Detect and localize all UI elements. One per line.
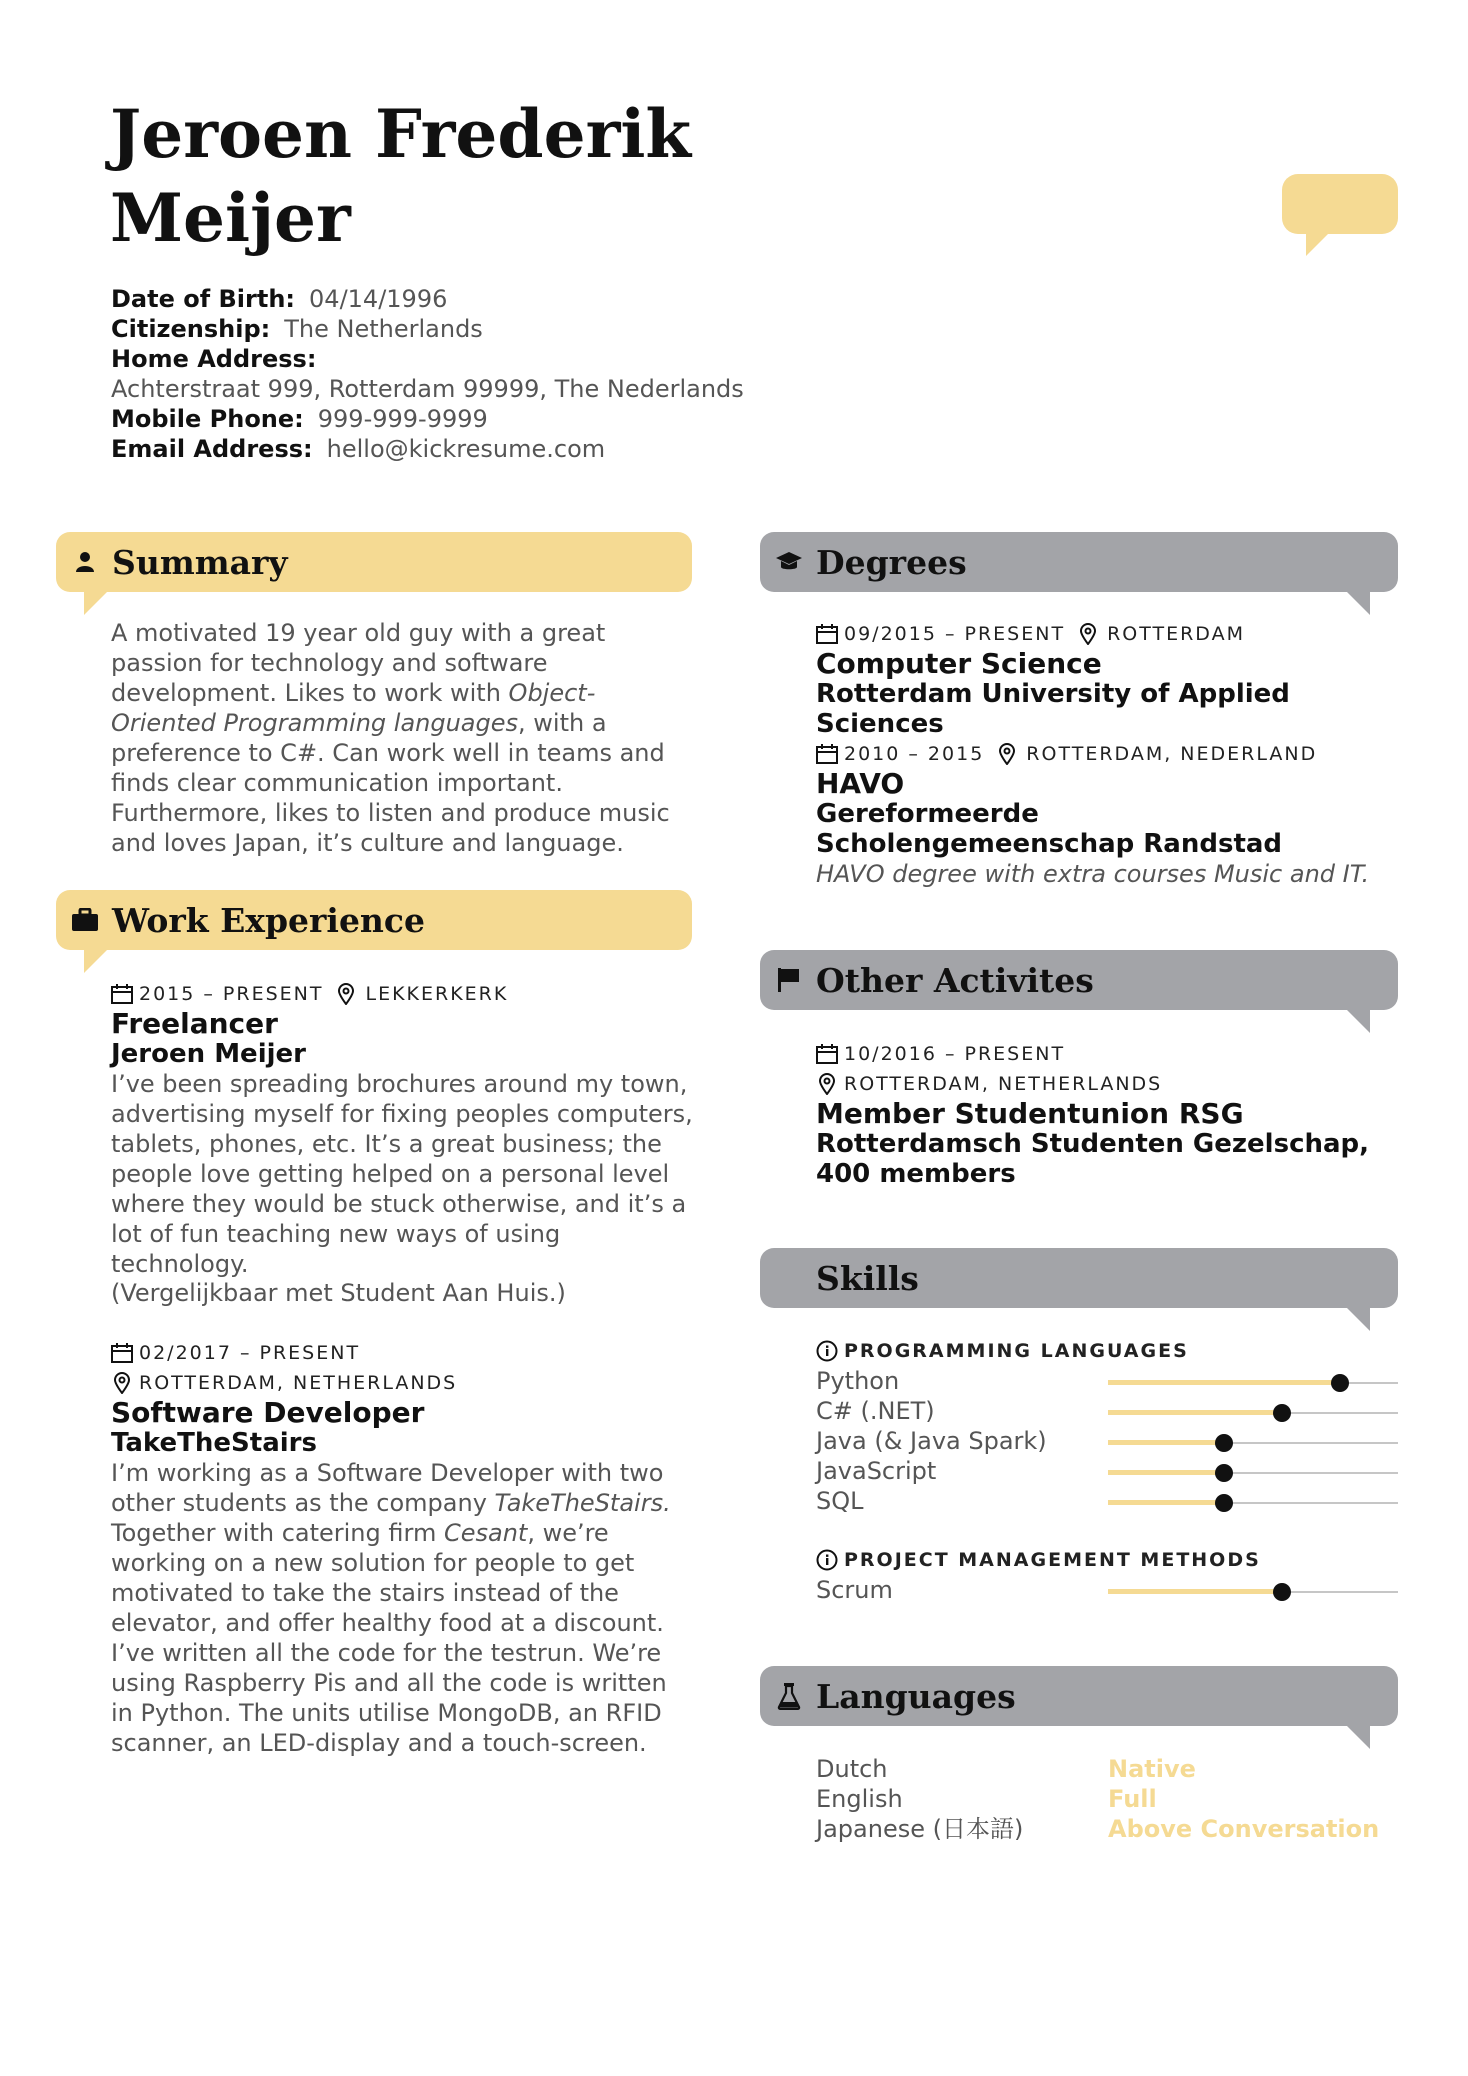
work-title: Work Experience: [112, 900, 426, 940]
activity-location: ROTTERDAM, NETHERLANDS: [844, 1073, 1163, 1095]
job-title: Software Developer: [111, 1396, 425, 1429]
skill-fill: [1108, 1440, 1224, 1445]
skill-fill: [1108, 1589, 1282, 1594]
activities-section-header: [760, 950, 1398, 1010]
location-pin-icon: [818, 1073, 836, 1095]
degrees-section-header: [760, 532, 1398, 592]
person-icon: [68, 551, 102, 573]
location-pin-icon: [1079, 623, 1097, 645]
language-row: [816, 1784, 1401, 1814]
skill-level-dot: [1215, 1464, 1233, 1482]
job-dates: 02/2017 – PRESENT: [139, 1342, 361, 1364]
speech-bubble-tail: [1306, 232, 1330, 256]
candidate-name: Jeroen Frederik Meijer: [110, 95, 692, 257]
language-name: English: [816, 1785, 903, 1813]
citizenship-label: Citizenship:: [111, 315, 271, 343]
skill-name: C# (.NET): [816, 1397, 935, 1425]
skill-group-heading: [816, 1336, 1189, 1366]
language-list: [816, 1754, 1401, 1844]
skills-header-tail: [1346, 1307, 1370, 1331]
skill-name: SQL: [816, 1487, 864, 1515]
skill-row: [816, 1426, 1401, 1456]
activity-location-row: [816, 1069, 1162, 1099]
skill-row: [816, 1456, 1401, 1486]
phone-value: 999-999-9999: [317, 405, 488, 433]
summary-title: Summary: [112, 542, 288, 582]
degree-meta: [816, 619, 1245, 649]
degrees-header-tail: [1346, 591, 1370, 615]
degree-title: HAVO: [816, 767, 905, 800]
briefcase-icon: [68, 908, 102, 932]
activity-title: Member Studentunion RSG: [816, 1097, 1244, 1130]
skill-name: Java (& Java Spark): [816, 1427, 1047, 1455]
graduation-cap-icon: [772, 551, 806, 573]
activity-org: Rotterdamsch Studenten Gezelschap, 400 members: [816, 1129, 1370, 1189]
flag-icon: [772, 967, 806, 993]
location-pin-icon: [113, 1372, 131, 1394]
flask-icon: [772, 1682, 806, 1710]
calendar-icon: [816, 624, 838, 644]
email-value: hello@kickresume.com: [326, 435, 606, 463]
dob-value: 04/14/1996: [309, 285, 448, 313]
job-description: I’m working as a Software Developer with two other students as the company TakeTheStairs. Together with catering firm Cesant, we’re working on a new solution for people to get motivated to take the stairs instead of the elevator, and offer healthy food at a discount. I’ve written all the code for the testrun. We’re using Raspberry Pis and all the code is written in Python. The units utilise MongoDB, an RFID scanner, an LED-display and a touch-screen.: [111, 1459, 671, 1757]
job-company: TakeTheStairs: [111, 1428, 317, 1458]
calendar-icon: [816, 744, 838, 764]
job-title: Freelancer: [111, 1007, 278, 1040]
skill-level-dot: [1215, 1434, 1233, 1452]
degree-school: Rotterdam University of Applied Sciences: [816, 679, 1290, 739]
job-note: (Vergelijkbaar met Student Aan Huis.): [111, 1279, 566, 1307]
citizenship-value: The Netherlands: [284, 315, 483, 343]
degree-meta: [816, 739, 1317, 769]
calendar-icon: [816, 1044, 838, 1064]
skill-level-dot: [1331, 1374, 1349, 1392]
language-level: Native: [1108, 1755, 1196, 1783]
activity-meta: [816, 1039, 1065, 1069]
calendar-icon: [111, 984, 133, 1004]
skill-group-name: PROJECT MANAGEMENT METHODS: [844, 1549, 1261, 1571]
skill-row: [816, 1486, 1401, 1516]
skill-fill: [1108, 1500, 1224, 1505]
job-description: I’ve been spreading brochures around my town, advertising myself for fixing peoples computers, tablets, phones, etc. It’s a great business; the people love getting helped on a personal level where they would be stuck otherwise, and it’s a lot of fun teaching new ways of using technology.: [111, 1070, 693, 1278]
job-location-row: [111, 1368, 457, 1398]
info-icon: [816, 1340, 838, 1362]
job-location: LEKKERKERK: [365, 983, 509, 1005]
activities-title: Other Activites: [816, 960, 1094, 1000]
skill-list: [816, 1366, 1401, 1516]
skill-list: [816, 1575, 1401, 1605]
location-pin-icon: [998, 743, 1016, 765]
language-row: [816, 1814, 1401, 1844]
activities-header-tail: [1346, 1009, 1370, 1033]
skill-name: Scrum: [816, 1576, 893, 1604]
skill-row: [816, 1575, 1401, 1605]
location-pin-icon: [337, 983, 355, 1005]
summary-text: A motivated 19 year old guy with a great passion for technology and software development. Likes to work with Object-Oriented Programming languages, with a preference to C#. Can work well in teams and finds clear communication important. Furthermore, likes to listen and produce music and loves Japan, it’s culture and language.: [111, 619, 670, 857]
speech-bubble-decoration: [1282, 174, 1398, 234]
skill-row: [816, 1396, 1401, 1426]
job-dates: 2015 – PRESENT: [139, 983, 324, 1005]
job-meta: [111, 979, 508, 1009]
work-header-tail: [84, 949, 108, 973]
degrees-title: Degrees: [816, 542, 967, 582]
language-name: Dutch: [816, 1755, 888, 1783]
job-meta: [111, 1338, 360, 1368]
email-label: Email Address:: [111, 435, 313, 463]
degree-note: HAVO degree with extra courses Music and IT.: [816, 860, 1370, 888]
skill-fill: [1108, 1470, 1224, 1475]
skills-title: Skills: [816, 1258, 919, 1298]
languages-header-tail: [1346, 1725, 1370, 1749]
skill-fill: [1108, 1380, 1340, 1385]
job-company: Jeroen Meijer: [111, 1039, 306, 1069]
skill-group-heading: [816, 1545, 1261, 1575]
job-location: ROTTERDAM, NETHERLANDS: [139, 1372, 458, 1394]
language-level: Above Conversation: [1108, 1815, 1380, 1843]
phone-label: Mobile Phone:: [111, 405, 304, 433]
dob-label: Date of Birth:: [111, 285, 296, 313]
degree-title: Computer Science: [816, 647, 1102, 680]
summary-section-header: [56, 532, 692, 592]
skill-level-dot: [1273, 1404, 1291, 1422]
calendar-icon: [111, 1343, 133, 1363]
degree-location: ROTTERDAM, NEDERLAND: [1026, 743, 1318, 765]
languages-section-header: [760, 1666, 1398, 1726]
skill-name: Python: [816, 1367, 900, 1395]
personal-details: [111, 284, 744, 464]
language-level: Full: [1108, 1785, 1157, 1813]
degree-dates: 2010 – 2015: [844, 743, 985, 765]
activity-dates: 10/2016 – PRESENT: [844, 1043, 1066, 1065]
work-section-header: [56, 890, 692, 950]
skill-level-dot: [1215, 1494, 1233, 1512]
degree-school: Gereformeerde Scholengemeenschap Randstad: [816, 799, 1283, 859]
skill-level-dot: [1273, 1583, 1291, 1601]
info-icon: [816, 1549, 838, 1571]
address-value: Achterstraat 999, Rotterdam 99999, The Nederlands: [111, 375, 744, 403]
skill-name: JavaScript: [816, 1457, 937, 1485]
language-name: Japanese (日本語): [816, 1815, 1024, 1843]
skill-row: [816, 1366, 1401, 1396]
summary-header-tail: [84, 591, 108, 615]
skill-fill: [1108, 1410, 1282, 1415]
degree-location: ROTTERDAM: [1107, 623, 1245, 645]
skills-section-header: [760, 1248, 1398, 1308]
languages-title: Languages: [816, 1676, 1016, 1716]
language-row: [816, 1754, 1401, 1784]
degree-dates: 09/2015 – PRESENT: [844, 623, 1066, 645]
skill-group-name: PROGRAMMING LANGUAGES: [844, 1340, 1189, 1362]
address-label: Home Address:: [111, 345, 317, 373]
